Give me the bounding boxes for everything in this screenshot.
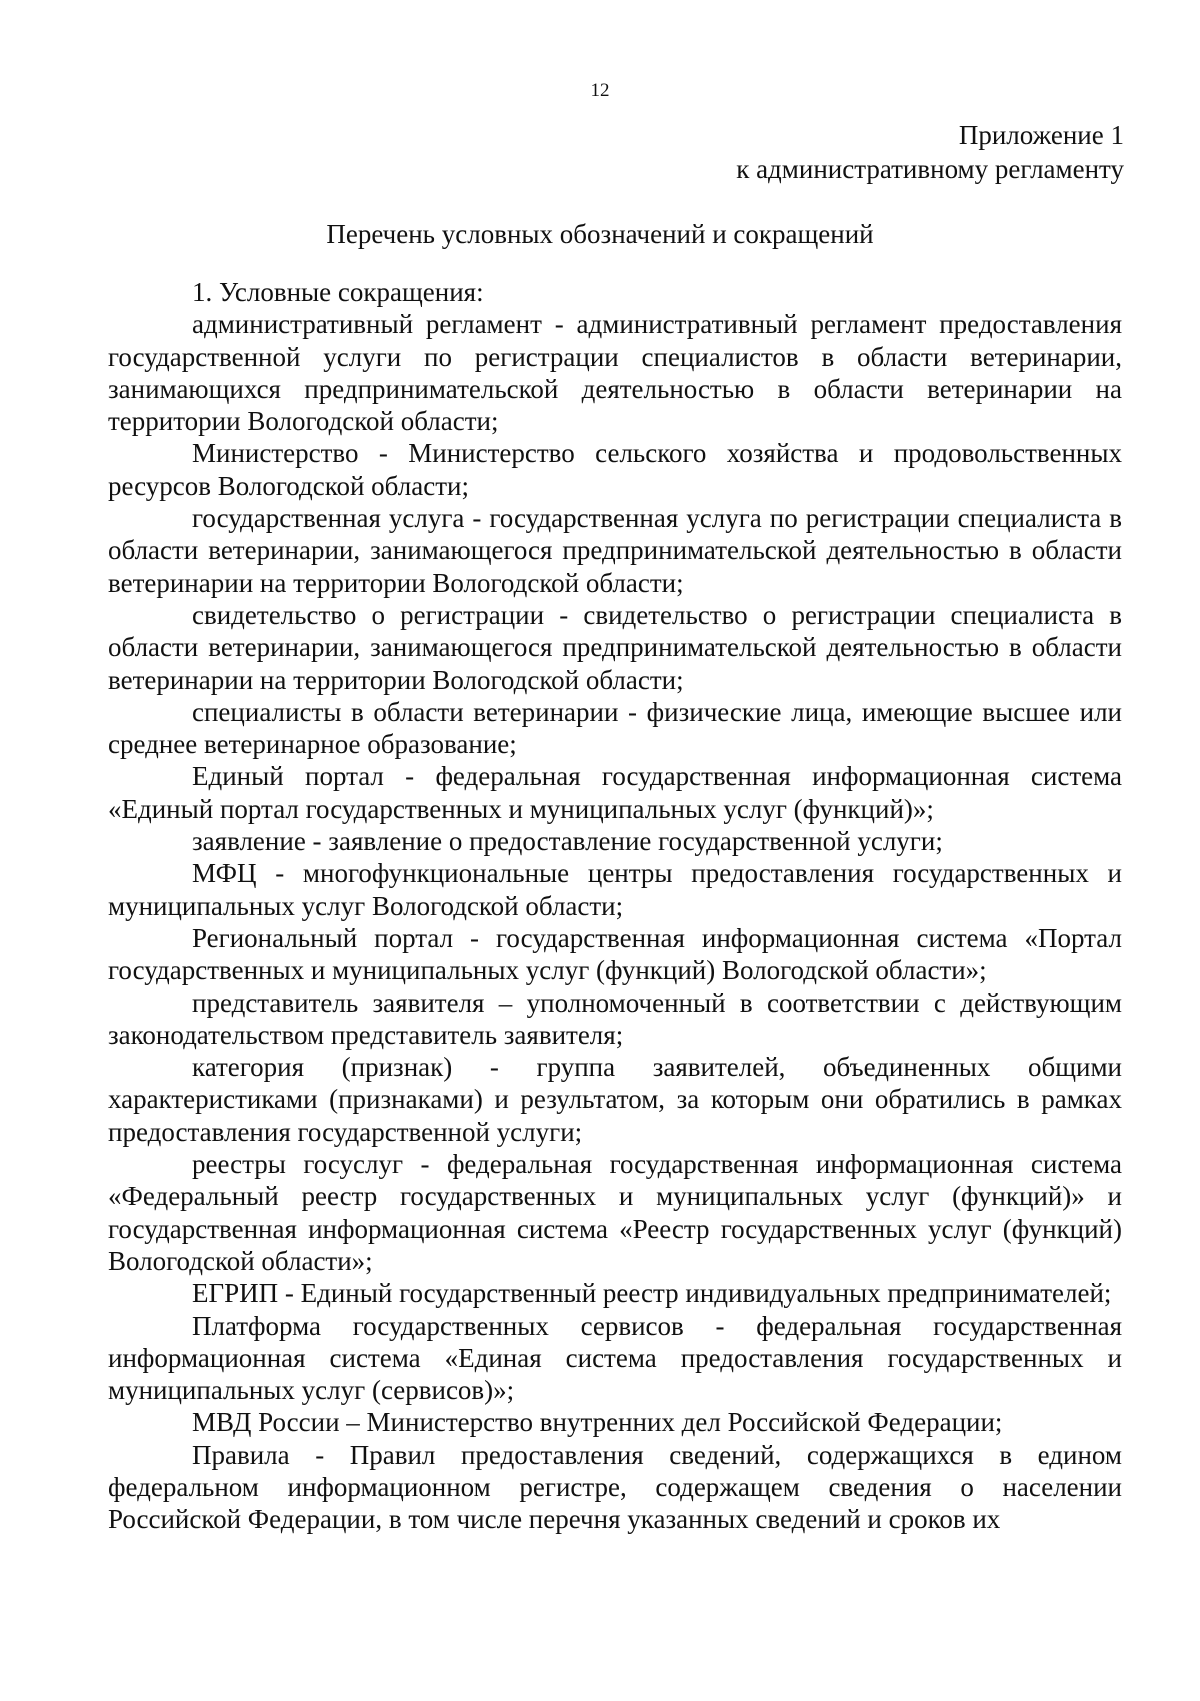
appendix-line-2: к административному регламенту [736, 154, 1124, 184]
document-title: Перечень условных обозначений и сокращений [326, 219, 874, 249]
definition-paragraph: Министерство - Министерство сельского хозяйства и продовольственных ресурсов Вологодской области; [108, 438, 1122, 501]
appendix-reference [736, 118, 1124, 186]
page-number: 12 [590, 80, 610, 101]
definition-paragraph: Региональный портал - государственная информационная система «Портал государственных и муниципальных услуг (функций) Вологодской области»; [108, 922, 1122, 986]
definition-paragraph: Правила - Правил предоставления сведений, содержащихся в едином федеральном информационном регистре, содержащем сведения о населении Российской Федерации, в том числе перечня указанных сведений и сроков их [108, 1439, 1122, 1535]
definition-paragraph: Платформа государственных сервисов - федеральная государственная информационная система «Единая система предоставления государственных и муниципальных услуг (сервисов)»; [108, 1310, 1122, 1406]
section-heading: 1. Условные сокращения: [192, 277, 484, 307]
appendix-line-1: Приложение 1 [958, 120, 1124, 150]
definition-paragraph: МФЦ - многофункциональные центры предоставления государственных и муниципальных услуг Вологодской области; [108, 858, 1122, 921]
definition-paragraph: ЕГРИП - Единый государственный реестр индивидуальных предпринимателей; [192, 1278, 1112, 1309]
definition-paragraph: категория (признак) - группа заявителей, объединенных общими характеристиками (признаками) и результатом, за которым они обратились в рамках предоставления государственной услуги; [108, 1052, 1122, 1147]
definition-paragraph: государственная услуга - государственная услуга по регистрации специалиста в области ветеринарии, занимающегося предпринимательской деятельностью в области ветеринарии на территории Вологодской области; [108, 503, 1122, 598]
definition-paragraph: МВД России – Министерство внутренних дел Российской Федерации; [192, 1407, 1003, 1438]
definition-paragraph: заявление - заявление о предоставление государственной услуги; [192, 826, 943, 857]
document-body [108, 276, 1122, 1536]
definition-paragraph: представитель заявителя – уполномоченный в соответствии с действующим законодательством представитель заявителя; [108, 987, 1122, 1050]
definition-paragraph: свидетельство о регистрации - свидетельство о регистрации специалиста в области ветеринарии, занимающегося предпринимательской деятельностью в области ветеринарии на территории Вологодской области; [108, 599, 1122, 695]
definition-paragraph: Единый портал - федеральная государственная информационная система «Единый портал государственных и муниципальных услуг (функций)»; [108, 761, 1122, 824]
definition-paragraph: реестры госуслуг - федеральная государственная информационная система «Федеральный реестр государственных и муниципальных услуг (функций)» и государственная информационная система «Реестр государственных услуг (функций) Вологодской области»; [108, 1149, 1122, 1276]
definition-paragraph: специалисты в области ветеринарии - физические лица, имеющие высшее или среднее ветеринарное образование; [108, 696, 1122, 760]
definition-paragraph: административный регламент - административный регламент предоставления государственной услуги по регистрации специалистов в области ветеринарии, занимающихся предпринимательской деятельностью в области ветеринарии на территории Вологодской области; [108, 309, 1122, 437]
